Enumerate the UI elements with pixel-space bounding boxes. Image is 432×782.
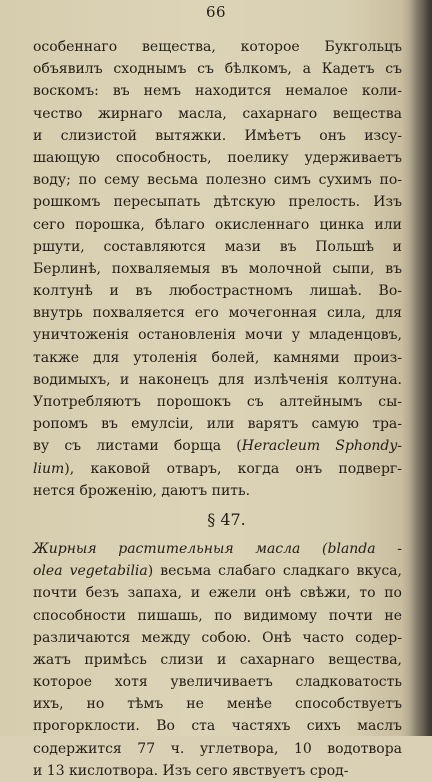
text-line: водимыхъ, и наконецъ для излѣченія колтуна. <box>33 371 402 388</box>
text-block <box>33 36 402 782</box>
paragraph-2 <box>33 538 402 782</box>
text-line: колтунѣ и въ любострастномъ лишаѣ. Во- <box>33 283 402 300</box>
text-line: шающую способность, поелику удерживаетъ <box>33 149 402 166</box>
text-line: ршути, составляются мази въ Польшѣ и <box>33 238 402 255</box>
text-line: объявилъ сходнымъ съ бѣлкомъ, а Кадетъ съ <box>33 61 402 78</box>
text-segment: ), каковой отваръ, когда онъ подверг- <box>64 460 402 477</box>
text-line: чество жирнаго масла, сахарнаго вещества <box>33 105 402 122</box>
text-line <box>33 538 402 560</box>
page-number: 66 <box>205 3 227 21</box>
text-line: воду; по сему весьма полезно симъ сухимъ по- <box>33 172 402 189</box>
latin-term: lium <box>33 460 65 477</box>
text-line: также для утоленія болей, камнями произ- <box>33 349 402 366</box>
text-line <box>33 435 402 457</box>
text-line: Берлинѣ, похваляемыя въ молочной сыпи, въ <box>33 260 402 277</box>
text-line: прогорклости. Во ста частяхъ сихъ маслъ <box>33 718 402 735</box>
paragraph-1 <box>33 36 402 502</box>
text-line: содержится 77 ч. углетвора, 10 водотвора <box>33 740 402 757</box>
text-line: воскомъ: въ немъ находится немалое коли- <box>33 83 402 100</box>
latin-term: olea vegetabilia <box>33 563 148 580</box>
text-line: рошкомъ пересыпать дѣтскую прелость. Изъ <box>33 194 402 211</box>
text-line: почти безъ запаха, и ежели онѣ свѣжи, то по <box>33 585 402 602</box>
latin-term: Heracleum Sphondy- <box>241 438 402 455</box>
text-line <box>33 560 402 582</box>
text-line: жатъ примѣсь слизи и сахарнаго вещества, <box>33 651 402 668</box>
text-line: ихъ, но тѣмъ не менѣе способствуетъ <box>33 696 402 713</box>
text-line <box>33 458 402 480</box>
text-line: которое хотя увеличиваетъ сладковатость <box>33 674 402 691</box>
text-line: сего порошка, бѣлаго окисленнаго цинка или <box>33 216 402 233</box>
text-line: и 13 кислотвора. Изъ сего явствуетъ срод- <box>33 762 349 779</box>
text-segment: ву съ листами борща ( <box>33 438 242 455</box>
text-segment: ) весьма слабаго сладкаго вкуса, <box>147 563 402 580</box>
text-line: уничтоженія остановленія мочи у младенцовъ, <box>33 327 402 344</box>
latin-term: Жирныя растительныя масла (blanda - <box>33 540 402 557</box>
text-line: различаются между собою. Онѣ часто содер- <box>33 629 402 646</box>
text-line: ропомъ въ емулсіи, или варятъ самую тра- <box>33 416 402 433</box>
text-line: внутрь похваляется его мочегонная сила, для <box>33 305 402 322</box>
section-heading: § 47. <box>207 509 246 529</box>
text-line: нется броженію, даютъ пить. <box>33 482 251 499</box>
binding-shadow <box>410 0 432 736</box>
text-line: и слизистой вытяжки. Имѣетъ онъ изсу- <box>33 127 402 144</box>
text-line: Употребляютъ порошокъ съ алтейнымъ сы- <box>33 394 402 410</box>
text-line: способности пишашь, по видимому почти не <box>33 607 402 624</box>
text-line: особеннаго вещества, которое Букгольцъ <box>33 39 402 55</box>
